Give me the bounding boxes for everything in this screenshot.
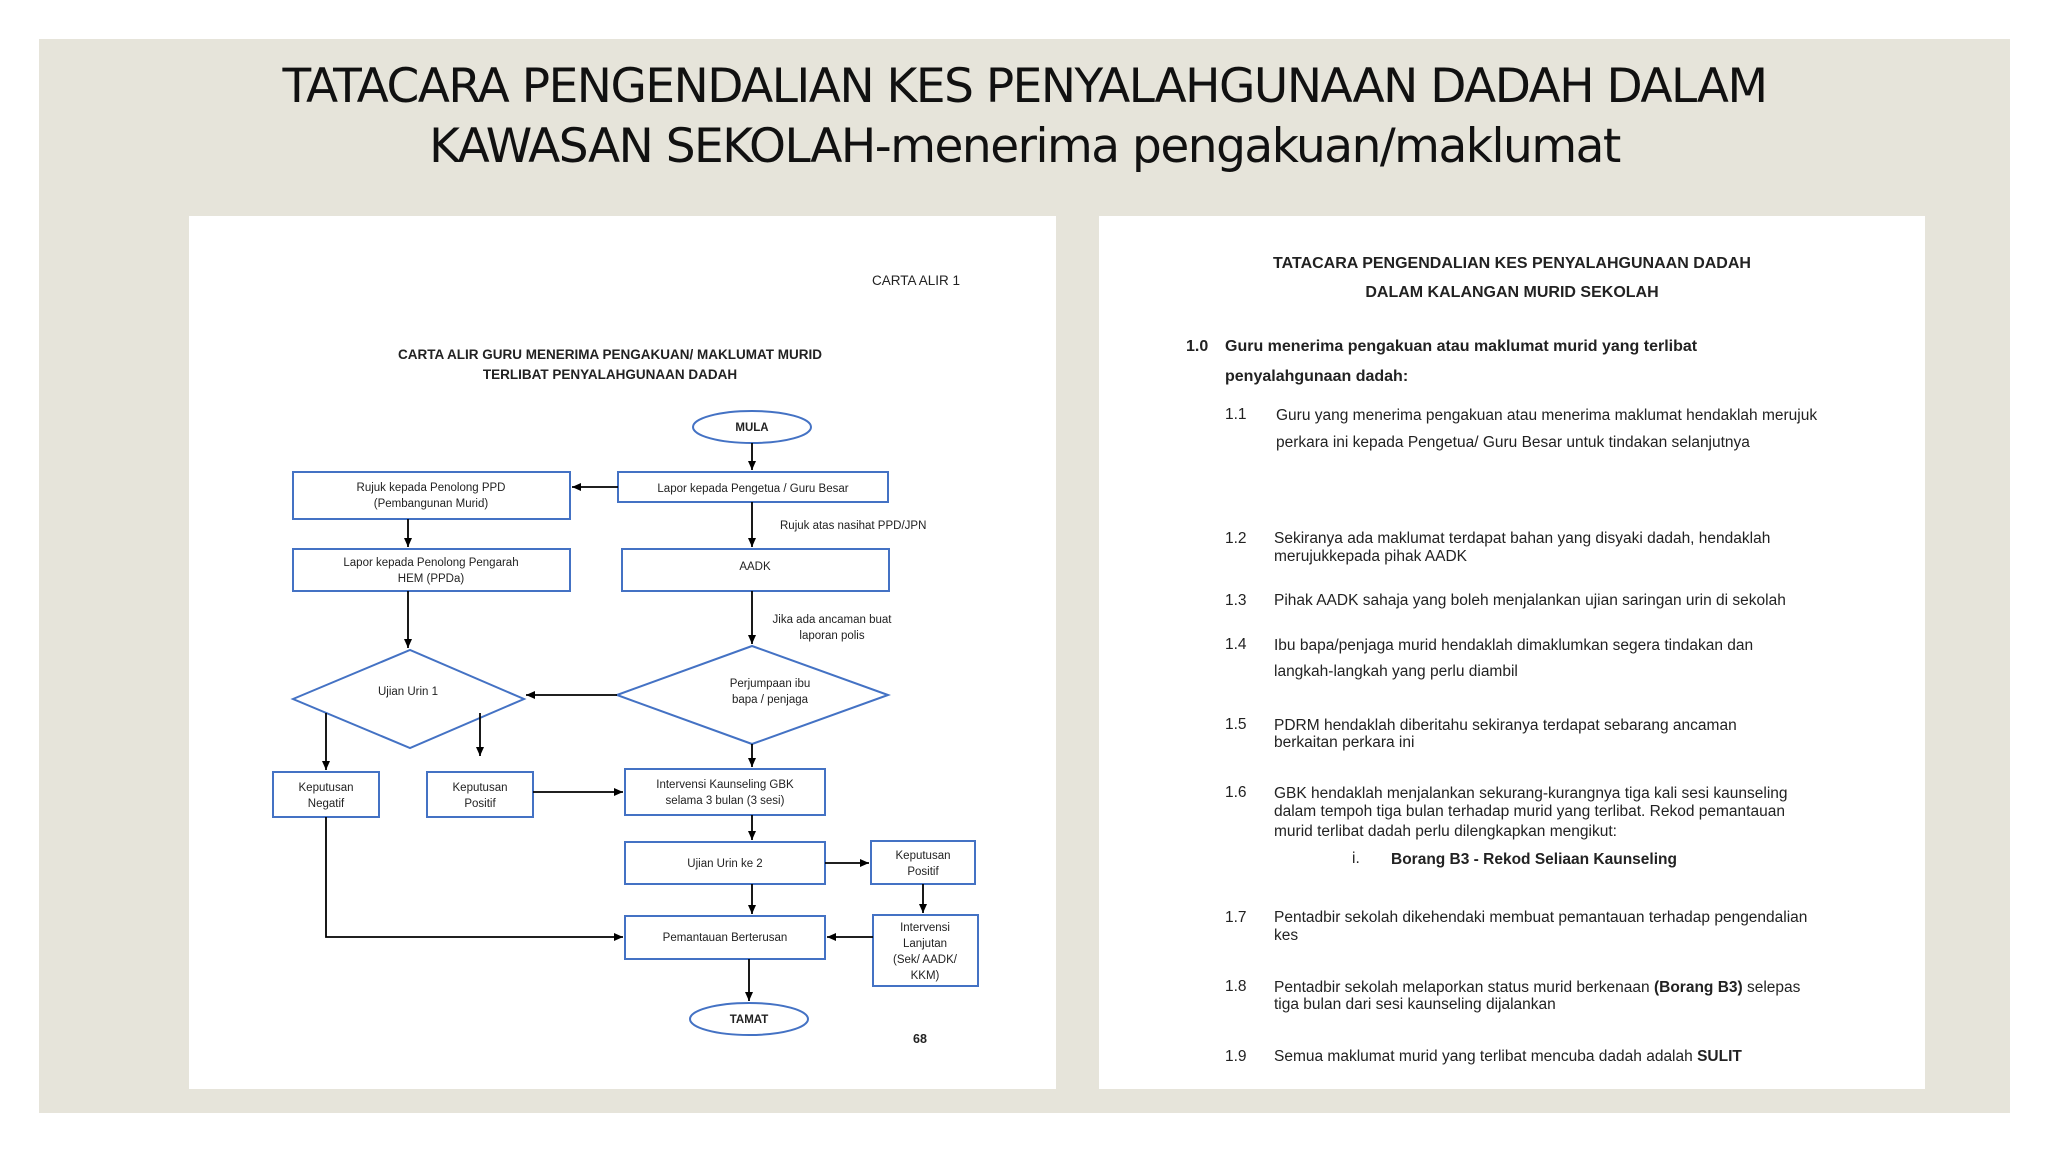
keputusan-positif-line-2: Positif (464, 798, 496, 810)
item-text-line-1: PDRM hendaklah diberitahu sekiranya terdapat sebarang ancaman (1274, 717, 1737, 734)
item-number: 1.5 (1225, 716, 1247, 733)
item-number: 1.8 (1225, 978, 1247, 995)
flowchart-heading-line-1: CARTA ALIR GURU MENERIMA PENGAKUAN/ MAKLUMAT MURID (398, 347, 822, 362)
item-number: 1.1 (1225, 406, 1247, 423)
rujuk-ppd-box (293, 472, 570, 519)
sub-item-text: Borang B3 - Rekod Seliaan Kaunseling (1391, 851, 1677, 868)
slide-title (39, 57, 2010, 177)
item-number: 1.7 (1225, 909, 1247, 926)
intervensi-gbk-line-2: selama 3 bulan (3 sesi) (665, 795, 785, 807)
intervensi-lanjutan-line-1: Intervensi (900, 922, 950, 934)
section-title-line-1: Guru menerima pengakuan atau maklumat murid yang terlibat (1225, 338, 1698, 355)
procedure-heading-line-1: TATACARA PENGENDALIAN KES PENYALAHGUNAAN DADAH (1273, 255, 1751, 272)
chart-label: CARTA ALIR 1 (872, 273, 961, 288)
lapor-hem-line-1: Lapor kepada Penolong Pengarah (343, 557, 519, 569)
arrow-negatif-to-pemantauan (326, 817, 623, 937)
item-text-post: selepas (1742, 979, 1801, 996)
item-text-line-2: dalam tempoh tiga bulan terhadap murid yang terlibat. Rekod pemantauan (1274, 803, 1785, 820)
keputusan-positif-line-1: Keputusan (452, 782, 508, 794)
item-number: 1.9 (1225, 1048, 1247, 1065)
slide-background (39, 39, 2010, 1113)
ujian-urin-2-label: Ujian Urin ke 2 (687, 858, 763, 870)
ancaman-line-1: Jika ada ancaman buat (772, 614, 892, 626)
ujian-urin-1-diamond (293, 650, 524, 748)
item-text-line-1: Ibu bapa/penjaga murid hendaklah dimaklumkan segera tindakan dan (1274, 637, 1754, 654)
borang-b3-label: (Borang B3) (1653, 979, 1743, 996)
intervensi-gbk-box (625, 769, 825, 815)
perjumpaan-line-1: Perjumpaan ibu (729, 678, 811, 690)
item-text-line-2: berkaitan perkara ini (1274, 734, 1415, 751)
item-text-line-1: Pihak AADK sahaja yang boleh menjalankan ujian saringan urin di sekolah (1274, 592, 1786, 609)
keputusan-negatif-line-1: Keputusan (298, 782, 354, 794)
item-number: 1.3 (1225, 592, 1247, 609)
sulit-label: SULIT (1697, 1048, 1742, 1065)
keputusan-negatif-line-2: Negatif (307, 798, 345, 810)
aadk-label: AADK (739, 561, 771, 573)
pemantauan-label: Pemantauan Berterusan (662, 932, 788, 944)
intervensi-lanjutan-line-4: KKM) (910, 970, 940, 982)
item-text-line-1: Pentadbir sekolah dikehendaki membuat pemantauan terhadap pengendalian (1274, 909, 1808, 926)
item-text-line-3: murid terlibat dadah perlu dilengkapkan mengikut: (1274, 823, 1617, 840)
item-text-line-2: merujukkepada pihak AADK (1274, 548, 1468, 565)
item-text-line-2: langkah-langkah yang perlu diambil (1274, 663, 1518, 680)
intervensi-gbk-line-1: Intervensi Kaunseling GBK (656, 779, 794, 791)
keputusan-positif-right-line-1: Keputusan (895, 850, 951, 862)
item-text-line-2: perkara ini kepada Pengetua/ Guru Besar untuk tindakan selanjutnya (1276, 434, 1750, 451)
section-title-line-2: penyalahgunaan dadah: (1225, 368, 1409, 385)
slide-title-line-2: KAWASAN SEKOLAH-menerima pengakuan/maklumat (429, 119, 1620, 174)
flowchart-heading-line-2: TERLIBAT PENYALAHGUNAAN DADAH (482, 367, 738, 382)
item-text-pre: Pentadbir sekolah melaporkan status murid berkenaan (1274, 979, 1654, 996)
item-number: 1.4 (1225, 636, 1247, 653)
section-number: 1.0 (1186, 338, 1209, 355)
procedure-panel (1099, 216, 1925, 1089)
item-text-line-1 (1274, 1047, 1742, 1067)
item-text-line-1: Guru yang menerima pengakuan atau menerima maklumat hendaklah merujuk (1276, 407, 1818, 424)
item-text-line-2: tiga bulan dari sesi kaunseling dijalankan (1274, 996, 1556, 1013)
item-text-line-1: Sekiranya ada maklumat terdapat bahan yang disyaki dadah, hendaklah (1274, 530, 1771, 547)
lapor-pengetua-label: Lapor kepada Pengetua / Guru Besar (657, 483, 849, 495)
ujian-urin-1-label: Ujian Urin 1 (377, 686, 439, 698)
item-number: 1.2 (1225, 530, 1247, 547)
rujuk-ppd-line-2: (Pembangunan Murid) (373, 498, 489, 510)
rujuk-nasihat-label: Rujuk atas nasihat PPD/JPN (780, 520, 927, 532)
item-text-pre: Semua maklumat murid yang terlibat mencuba dadah adalah (1274, 1048, 1698, 1065)
keputusan-positif-right-line-2: Positif (907, 866, 939, 878)
slide-title-line-1: TATACARA PENGENDALIAN KES PENYALAHGUNAAN DADAH DALAM (282, 59, 1767, 114)
mula-label: MULA (735, 422, 769, 434)
item-text-line-1: GBK hendaklah menjalankan sekurang-kurangnya tiga kali sesi kaunseling (1274, 785, 1788, 802)
tamat-label: TAMAT (729, 1014, 769, 1026)
keputusan-negatif-box (273, 772, 379, 817)
ancaman-line-2: laporan polis (799, 630, 865, 642)
intervensi-lanjutan-line-3: (Sek/ AADK/ (893, 954, 957, 966)
item-number: 1.6 (1225, 784, 1247, 801)
keputusan-positif-box (427, 772, 533, 817)
intervensi-lanjutan-line-2: Lanjutan (902, 938, 948, 950)
lapor-hem-line-2: HEM (PPDa) (397, 573, 465, 585)
rujuk-ppd-line-1: Rujuk kepada Penolong PPD (356, 482, 506, 494)
procedure-heading-line-2: DALAM KALANGAN MURID SEKOLAH (1365, 284, 1659, 301)
flowchart (189, 216, 1056, 1089)
flowchart-panel (189, 216, 1056, 1089)
perjumpaan-line-2: bapa / penjaga (731, 694, 809, 706)
page-number: 68 (913, 1032, 927, 1046)
sub-item-number: i. (1352, 850, 1360, 867)
item-text-line-2: kes (1274, 927, 1299, 944)
